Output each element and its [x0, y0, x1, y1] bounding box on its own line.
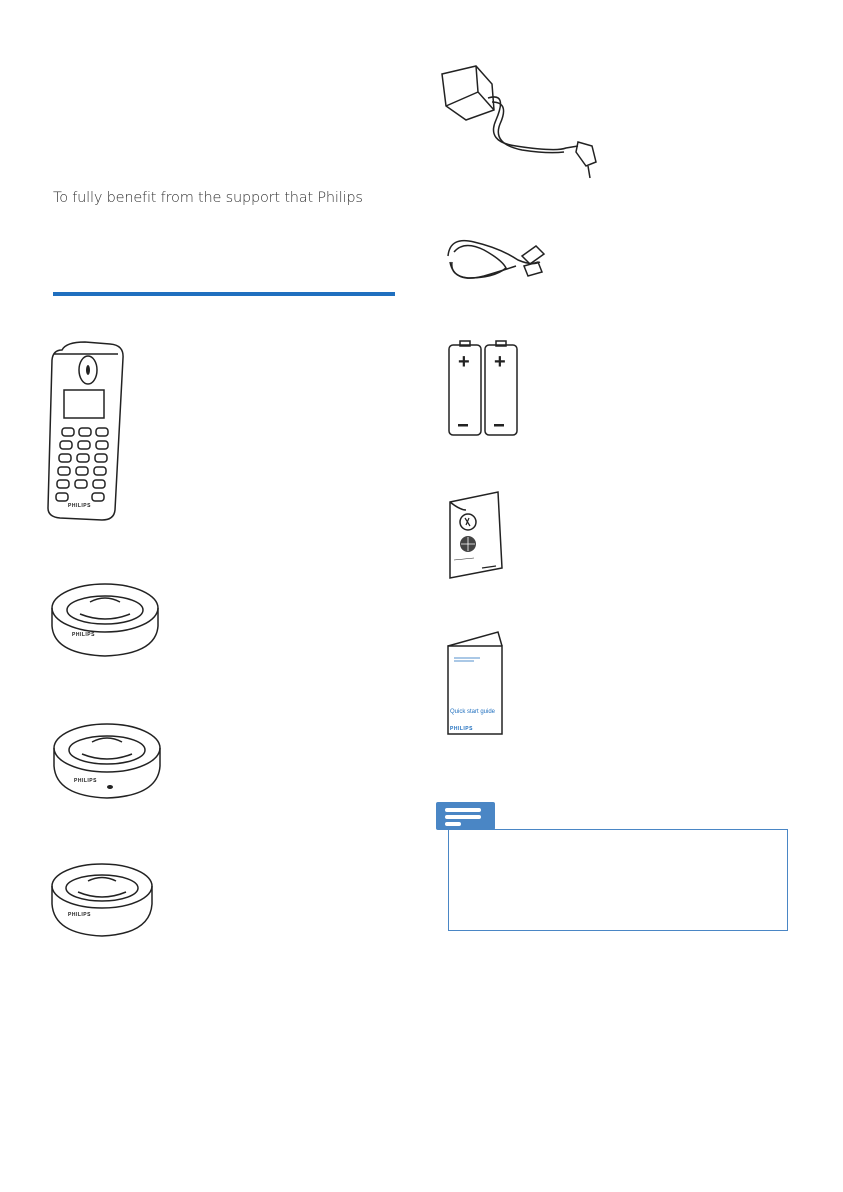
intro-text: To fully benefit from the support that Philips: [53, 190, 363, 206]
base-station-illustration: [50, 580, 162, 660]
note-icon: [443, 806, 487, 828]
quick-start-guide-illustration: [446, 630, 508, 736]
line-cord-illustration: [444, 232, 554, 288]
battery-plus-1: +: [458, 351, 470, 373]
batteries-illustration: [447, 340, 523, 438]
base-station-button-illustration: [52, 720, 164, 802]
battery-plus-2: +: [494, 351, 506, 373]
quick-start-title: Quick start guide: [450, 709, 496, 715]
charger-brand: PHILIPS: [68, 912, 91, 918]
warranty-leaflet-illustration: [446, 488, 506, 580]
base-brand: PHILIPS: [72, 632, 95, 638]
charger-illustration: [50, 862, 158, 940]
power-adapter-illustration: [436, 62, 606, 187]
handset-illustration: [40, 340, 140, 525]
section-rule: [53, 292, 395, 296]
quick-start-brand: PHILIPS: [450, 726, 473, 732]
handset-brand: PHILIPS: [68, 503, 91, 509]
base-button-brand: PHILIPS: [74, 778, 97, 784]
note-box: [448, 829, 788, 931]
